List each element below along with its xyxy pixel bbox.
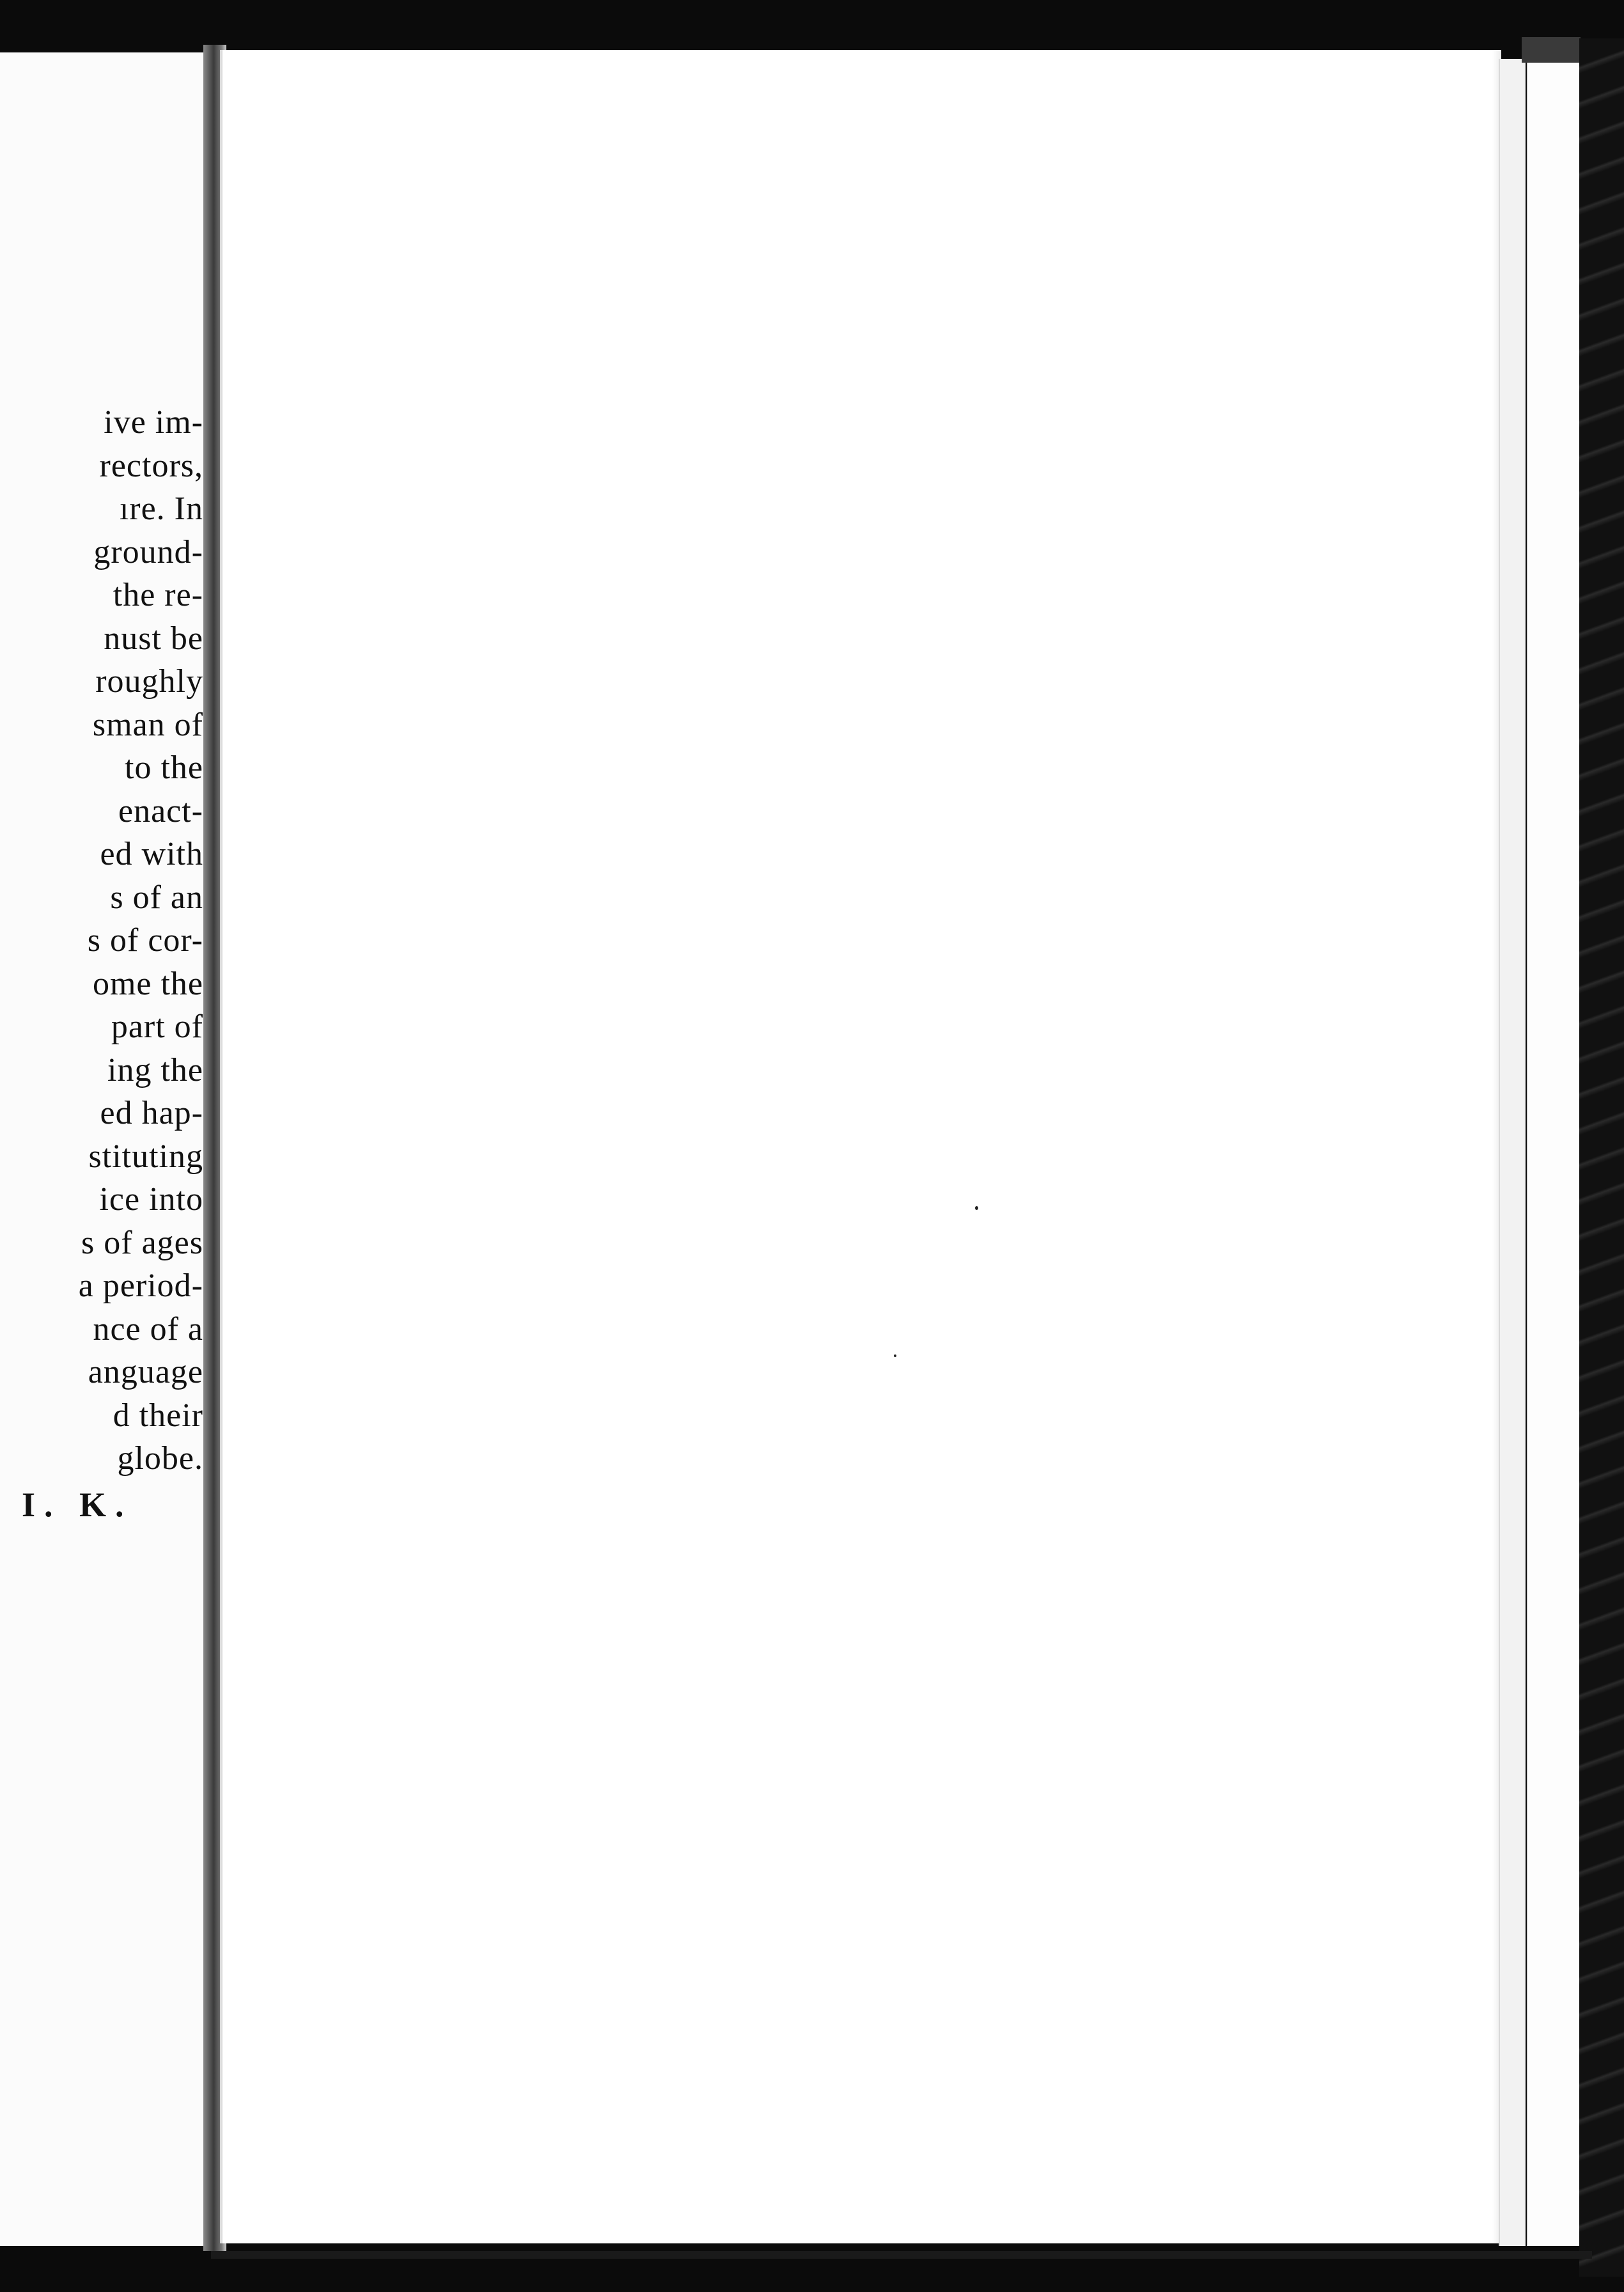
text-line: ive im-	[104, 404, 203, 441]
text-line: nust be	[104, 620, 203, 657]
text-line: s of an	[110, 879, 203, 916]
text-line: enact-	[118, 792, 203, 829]
binding-tab	[1522, 37, 1581, 63]
text-line: part of	[111, 1009, 203, 1045]
text-line: ice into	[99, 1181, 203, 1218]
paper-speck	[975, 1206, 978, 1210]
text-line: ing the	[107, 1051, 203, 1088]
left-page-text	[0, 401, 203, 1480]
text-line: roughly	[95, 663, 203, 700]
text-line: ıre. In	[119, 491, 203, 527]
right-page-blank	[220, 50, 1501, 2243]
text-line: the re-	[113, 577, 203, 613]
text-line: d their	[113, 1397, 203, 1434]
bottom-edge-shadow	[211, 2251, 1592, 2259]
fore-edge-strip	[1527, 59, 1583, 2246]
text-line: rectors,	[99, 447, 203, 484]
text-line: globe.	[117, 1440, 203, 1477]
text-line: s of cor-	[87, 922, 203, 959]
author-signature: I. K.	[22, 1486, 133, 1524]
fore-edge-strip	[1499, 59, 1526, 2246]
book-cover-edge	[1579, 38, 1624, 2277]
text-line: to the	[125, 750, 203, 786]
text-line: a period-	[78, 1268, 203, 1304]
text-line: anguage	[88, 1354, 203, 1390]
left-page	[0, 52, 203, 2246]
text-line: ome the	[92, 965, 203, 1002]
text-line: s of ages	[81, 1224, 203, 1261]
text-line: ed hap-	[100, 1095, 203, 1131]
text-line: ground-	[93, 533, 203, 570]
text-line: nce of a	[93, 1310, 203, 1347]
text-line: ed with	[100, 836, 203, 872]
text-line: stituting	[88, 1138, 203, 1175]
text-line: sman of	[92, 706, 203, 743]
paper-speck	[894, 1354, 896, 1357]
